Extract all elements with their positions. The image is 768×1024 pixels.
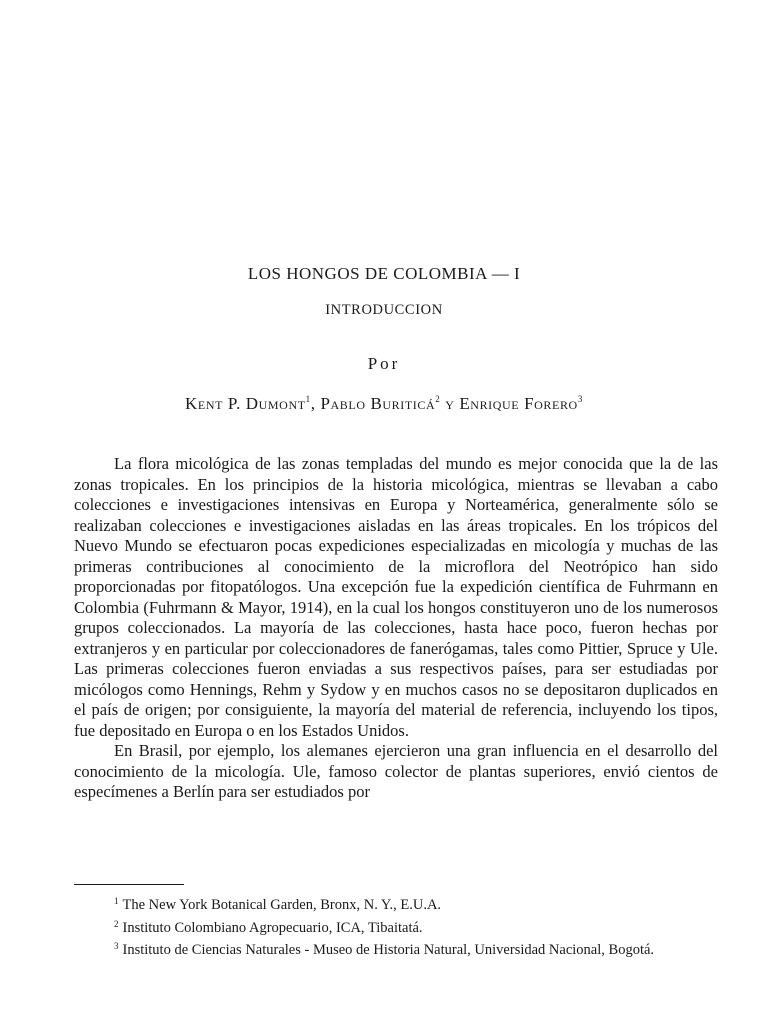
author-list: [0, 394, 768, 414]
footnotes: [74, 892, 718, 960]
article-title: LOS HONGOS DE COLOMBIA — I: [247, 264, 521, 283]
author-separator: ,: [310, 394, 321, 413]
footnote: [74, 892, 718, 915]
author-name: Enrique Forero: [459, 394, 578, 413]
footnote-text: Instituto de Ciencias Naturales - Museo de Historia Natural, Universidad Nacional, Bogotá.: [122, 942, 655, 958]
paragraph: La flora micológica de las zonas templadas del mundo es mejor conocida que la de las zonas tropicales. En los principios de la historia micológica, mientras se llevaban a cabo colecciones e investigaciones intensivas en Europa y Norteamérica, generalmente sólo se realizaban colecciones e investigaciones aisladas en las áreas tropicales. En los trópicos del Nuevo Mundo se efectuaron pocas expediciones especializadas en micología y muchas de las primeras contribuciones al conocimiento de la microflora del Neotrópico han sido proporcionadas por fitopatólogos. Una excepción fue la expedición científica de Fuhrmann en Colombia (Fuhrmann & Mayor, 1914), en la cual los hongos constituyeron uno de los numerosos grupos coleccionados. La mayoría de las colecciones, hasta hace poco, fueron hechas por extranjeros y en particular por coleccionadores de fanerógamas, tales como Pittier, Spruce y Ule. Las primeras colecciones fueron enviadas a sus respectivos países, para ser estudiadas por micólogos como Hennings, Rehm y Sydow y en muchos casos no se depositaron duplicados en el país de origen; por consiguiente, la mayoría del material de referencia, incluyendo los tipos, fue depositado en Europa o en los Estados Unidos.: [74, 454, 718, 740]
footnote: [74, 915, 718, 938]
footnote-mark: 1: [114, 896, 119, 906]
footnote-mark: 3: [114, 941, 119, 951]
footnote: [74, 937, 718, 960]
author-footnote-mark: 2: [435, 394, 441, 404]
author-name: Kent P. Dumont: [185, 394, 306, 413]
author-footnote-mark: 1: [305, 394, 311, 404]
footnote-divider: [74, 884, 184, 885]
footnote-text: The New York Botanical Garden, Bronx, N. Y., E.U.A.: [122, 897, 442, 913]
article-subtitle: INTRODUCCION: [325, 302, 443, 318]
byline-label: Por: [367, 354, 401, 373]
footnote-mark: 2: [114, 918, 119, 929]
author-separator: y: [440, 394, 460, 413]
author-name: Pablo Buriticá: [320, 394, 436, 413]
body-text: [74, 454, 718, 803]
footnote-text: Instituto Colombiano Agropecuario, ICA, Tibaitatá.: [122, 919, 423, 936]
paragraph: En Brasil, por ejemplo, los alemanes ejercieron una gran influencia en el desarrollo del conocimiento de la micología. Ule, famoso colector de plantas superiores, envió cientos de especímenes a Berlín para ser estudiados por: [74, 741, 718, 801]
author-footnote-mark: 3: [577, 394, 583, 404]
